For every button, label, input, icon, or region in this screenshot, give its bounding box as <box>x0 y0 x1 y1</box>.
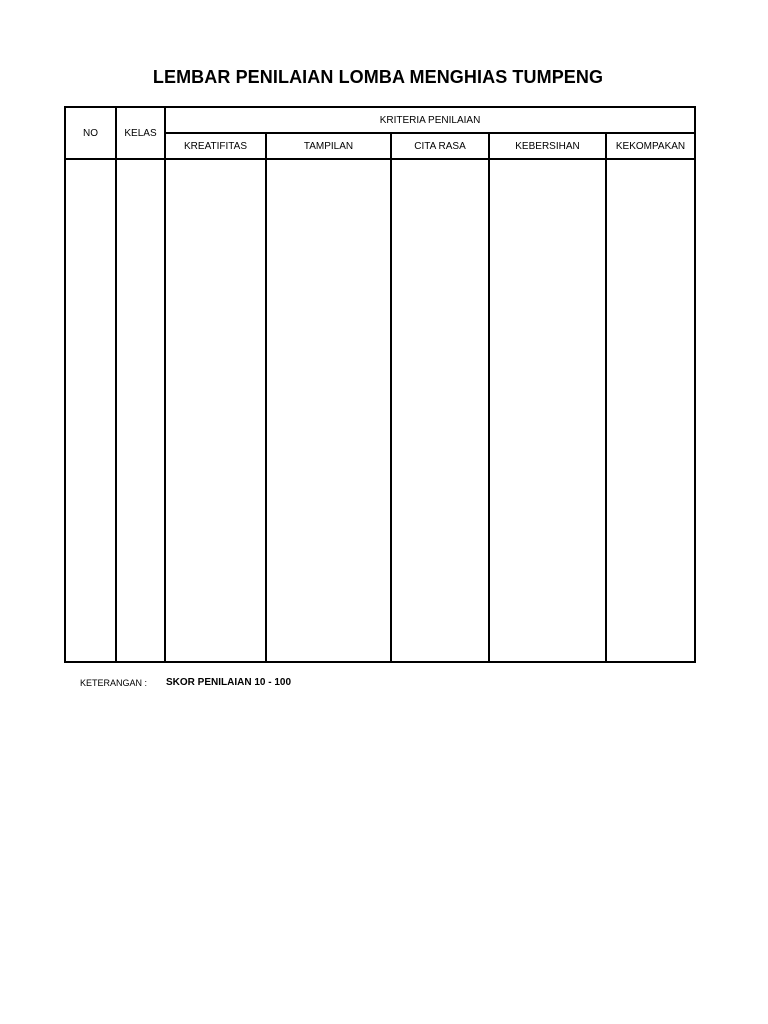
cell-kebersihan <box>489 159 606 662</box>
cell-kreatifitas <box>165 159 266 662</box>
column-header-tampilan: TAMPILAN <box>266 133 391 159</box>
cell-kelas <box>116 159 165 662</box>
cell-kekompakan <box>606 159 695 662</box>
score-table <box>64 106 696 663</box>
cell-tampilan <box>266 159 391 662</box>
table-row <box>65 159 695 662</box>
page-title: LEMBAR PENILAIAN LOMBA MENGHIAS TUMPENG <box>152 67 604 87</box>
column-header-cita-rasa: CITA RASA <box>391 133 489 159</box>
column-header-kreatifitas: KREATIFITAS <box>165 133 266 159</box>
cell-no <box>65 159 116 662</box>
column-header-kebersihan: KEBERSIHAN <box>489 133 606 159</box>
footer-score-note: SKOR PENILAIAN 10 - 100 <box>166 677 292 688</box>
header-row-group <box>65 107 695 133</box>
column-group-header-criteria: KRITERIA PENILAIAN <box>165 107 695 133</box>
column-header-kelas: KELAS <box>116 107 165 159</box>
cell-cita-rasa <box>391 159 489 662</box>
footer-label: KETERANGAN : <box>80 678 148 688</box>
column-header-kekompakan: KEKOMPAKAN <box>606 133 695 159</box>
column-header-no: NO <box>65 107 116 159</box>
